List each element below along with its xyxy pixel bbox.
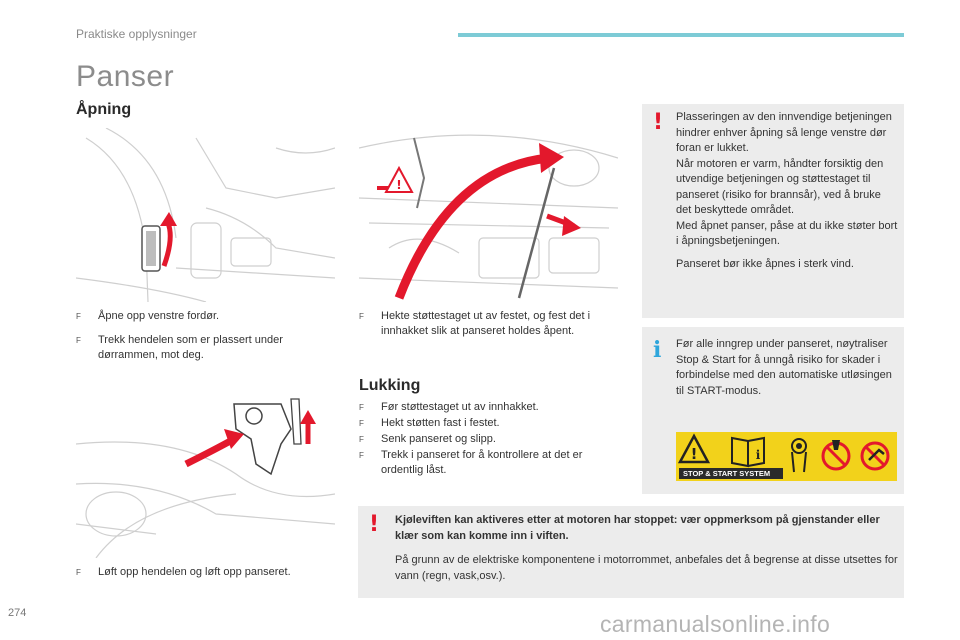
- page-title: Panser: [76, 60, 175, 93]
- bullet-icon: F: [76, 568, 81, 577]
- info-icon: i: [653, 337, 662, 363]
- section-header: Praktiske opplysninger: [76, 27, 197, 41]
- info-text: Før alle inngrep under panseret, nøytraliser Stop & Start for å unngå risiko for skader i forbindelse med den automatiske utløsingen til START-modus.: [676, 338, 892, 397]
- step-open-door: F Åpne opp venstre fordør.: [76, 310, 220, 322]
- lukking-list: [359, 400, 619, 479]
- step-prop-rod: F Hekte støttestaget ut av festet, og fest det i innhakket slik at panseret holdes åpent.: [359, 310, 591, 337]
- bullet-icon: F: [359, 451, 364, 460]
- illustration-interior-lever: [76, 128, 335, 302]
- illustration-exterior-lever: [76, 384, 335, 558]
- heading-lukking: Lukking: [359, 377, 421, 394]
- step-lift-hood: F Løft opp hendelen og løft opp panseret.: [76, 566, 291, 578]
- manual-book-icon: [732, 438, 764, 466]
- list-item: F Hekt støtten fast i festet.: [359, 417, 500, 429]
- page-number: 274: [8, 607, 27, 619]
- bullet-icon: F: [76, 312, 81, 321]
- bullet-icon: F: [359, 419, 364, 428]
- stop-start-label: STOP & START SYSTEM: [679, 468, 783, 479]
- bullet-icon: F: [359, 403, 364, 412]
- step-pull-lever: F Trekk hendelen som er plassert under dørrammen, mot deg.: [76, 334, 283, 361]
- warning-icon: !: [369, 512, 380, 537]
- bullet-icon: F: [359, 435, 364, 444]
- stop-start-icons: [676, 432, 897, 481]
- no-touch-icon: [862, 443, 888, 469]
- fan-warning-bold: Kjøleviften kan aktiveres etter at motoren har stoppet: vær oppmerksom på gjenstander eller klær som kan komme inn i viften.: [395, 514, 880, 542]
- bullet-icon: F: [359, 312, 364, 321]
- svg-text:!: !: [396, 178, 402, 192]
- svg-text:i: i: [755, 448, 761, 462]
- warning-triangle-icon: [680, 436, 708, 463]
- heading-apning: Åpning: [76, 101, 132, 118]
- warning-icon: !: [653, 110, 664, 135]
- list-item: F Før støttestaget ut av innhakket.: [359, 401, 539, 413]
- header-accent-bar: [458, 33, 904, 37]
- fan-belt-icon: [792, 439, 806, 472]
- warning-box: [642, 104, 904, 318]
- bullet-icon: F: [76, 336, 81, 345]
- no-hand-icon: [823, 440, 849, 469]
- fan-warning-box: [358, 506, 904, 598]
- illustration-prop-rod: [359, 128, 618, 302]
- list-item: F Senk panseret og slipp.: [359, 433, 496, 445]
- watermark: carmanualsonline.info: [600, 611, 831, 637]
- svg-text:!: !: [690, 445, 698, 463]
- fan-warning-text: På grunn av de elektriske komponentene i motorrommet, anbefales det å begrense at disse utsettes for vann (regn, vask,osv.).: [395, 554, 898, 582]
- warning-text: Plasseringen av den innvendige betjeningen hindrer enhver åpning så lenge venstre dør foran er lukket. Når motoren er varm, håndter forsiktig den utvendige betjeningen og støttestaget til panseret (risiko for brannsår), ved å bruke det beskyttede området. Med åpnet panser, påse at du ikke støter bort i åpningsbetjeningen. Panseret bør ikke åpnes i sterk vind.: [676, 111, 898, 270]
- list-item: F Trekk i panseret for å kontrollere at det er ordentlig låst.: [359, 449, 583, 476]
